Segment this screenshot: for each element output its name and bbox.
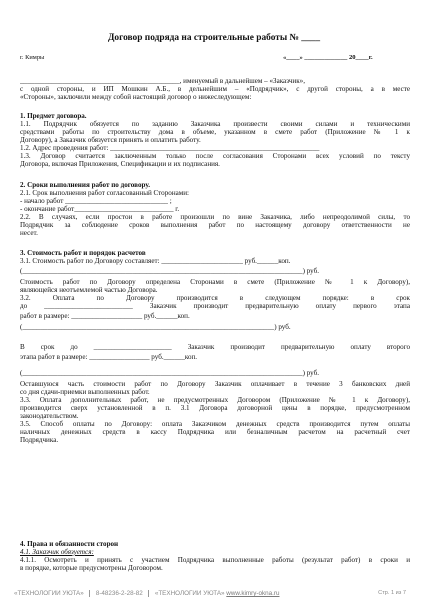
city-label: г. Кимры — [20, 54, 45, 61]
s1-line-5: 1.3. Договор считается заключенным только после согласования Сторонами всех условий по тексту — [20, 152, 410, 160]
s2-line-3: - окончание работ____________________________ г. — [20, 205, 180, 213]
s3-line-7: работ в размере: ____________________ руб.______коп. — [20, 312, 190, 320]
s3-line-18: наличных денежных средств в кассу Подрядчика или безналичным расчетом на расчетный счет — [20, 428, 410, 436]
s3-line-17: 3.5. Способ оплаты по Договору: оплата Заказчиком денежных средств производится путем оплаты — [20, 420, 410, 428]
footer-page-number: Стр. 1 из 7 — [378, 590, 406, 596]
contract-title: Договор подряда на строительные работы № ____ — [107, 33, 321, 43]
s4-line-1: 4.1.1. Осмотреть и принять с участием Подрядчика выполненные работы (результат работ) в сроки и — [20, 556, 410, 564]
s2-line-4: 2.2. В случаях, если простои в работе произошли по вине Заказчика, либо непреодолимой силы, то — [20, 213, 410, 221]
s3-line-15: производится сверх установленной в п. 3.1 Договора договорной цены в порядке, предусмотренном — [20, 404, 410, 412]
footer-brand-1: «ТЕХНОЛОГИИ УЮТА» — [14, 590, 84, 598]
s3-line-5: 3.2. Оплата по Договору производится в следующем порядке: в срок — [20, 294, 410, 302]
s3-line-19: Подрядчика. — [20, 436, 59, 444]
s1-line-3: Договору), а Заказчик обязуется принять и оплатить работу. — [20, 136, 201, 144]
section-3-heading: 3. Стоимость работ и порядок расчетов — [20, 249, 146, 257]
s2-line-6: несет. — [20, 229, 38, 237]
s1-line-2: средствами работы по строительству дома в объеме, указанном в смете работ (Приложение № 1 к — [20, 128, 410, 136]
s3-line-14: 3.3. Оплата дополнительных работ, не предусмотренных Договором (Приложение № 1 к Договору), — [20, 396, 410, 404]
s1-line-4: 1.2. Адрес проведения работ: ___________________________________________________________ — [20, 144, 320, 152]
s3-line-1: 3.1. Стоимость работ по Договору составляет: _______________________ руб.______коп. — [20, 257, 291, 265]
s3-line-2: (_______________________________________________________________________________) руб. — [20, 267, 319, 275]
preamble-line-1: _____________________________________________, именуемый в дальнейшем – «Заказчик», — [20, 77, 305, 85]
s2-line-2: - начало работ _____________________________ ; — [20, 197, 172, 205]
s4-subheading: 4.1. Заказчик обязуется: — [20, 548, 94, 556]
page-footer — [14, 590, 414, 597]
section-4-heading: 4. Права и обязанности сторон — [20, 540, 119, 548]
s4-line-2: в порядке, которые предусмотрены Договором. — [20, 564, 163, 572]
s3-line-6: до _________________________ Заказчик производит предварительную оплату первого этапа — [20, 302, 410, 310]
s3-line-16: законодательством. — [20, 412, 79, 420]
section-2-heading: 2. Сроки выполнения работ по договору. — [20, 181, 150, 189]
s1-line-6: Договора, включая Приложения, Спецификации и их подписания. — [20, 160, 220, 168]
section-1-heading: 1. Предмет договора. — [20, 112, 87, 120]
s1-line-1: 1.1. Подрядчик обязуется по заданию Заказчика произвести своими силами и техническими — [20, 120, 410, 128]
s2-line-5: Подрядчик за соблюдение сроков выполнения работ по настоящему договору ответственности не — [20, 221, 410, 229]
s2-line-1: 2.1. Срок выполнения работ согласованный Сторонами: — [20, 189, 190, 197]
footer-brand-2: «ТЕХНОЛОГИИ УЮТА» — [154, 590, 225, 598]
s3-line-3: Стоимость работ по Договору определена Сторонами в смете (Приложение № 1 к Договору), — [20, 278, 410, 286]
footer-phone: 8-48236-2-28-82 — [95, 590, 143, 598]
s3-line-11: (_______________________________________________________________________________) руб. — [20, 369, 319, 377]
s3-line-12: Оставшуюся часть стоимости работ по Договору Заказчик оплачивает в течение 3 банковских дней — [20, 380, 410, 388]
s3-line-9: В срок до ______________________ Заказчик производит предварительную оплату второго — [20, 343, 410, 351]
footer-divider — [89, 590, 90, 597]
footer-site-link[interactable]: www.kimry-okna.ru — [226, 590, 280, 598]
preamble-line-3: «Стороны», заключили между собой настоящий договор о нижеследующем: — [20, 93, 252, 101]
preamble-line-2: с одной стороны, и ИП Мошкин А.Б., в дельнейшим – «Подрядчик», с другой стороны, а в месте — [20, 85, 410, 93]
date-line: «____» _____________ 20____г. — [283, 54, 373, 61]
s3-line-8: (_______________________________________________________________________) руб. — [20, 323, 291, 331]
s3-line-13: со дня сдачи-приемки выполненных работ. — [20, 388, 150, 396]
s3-line-10: этапа работ в размере: _________________ руб.______коп. — [20, 353, 198, 361]
s3-line-4: являющейся неотъемлемой частью Договора. — [20, 286, 158, 294]
footer-divider — [148, 590, 149, 597]
